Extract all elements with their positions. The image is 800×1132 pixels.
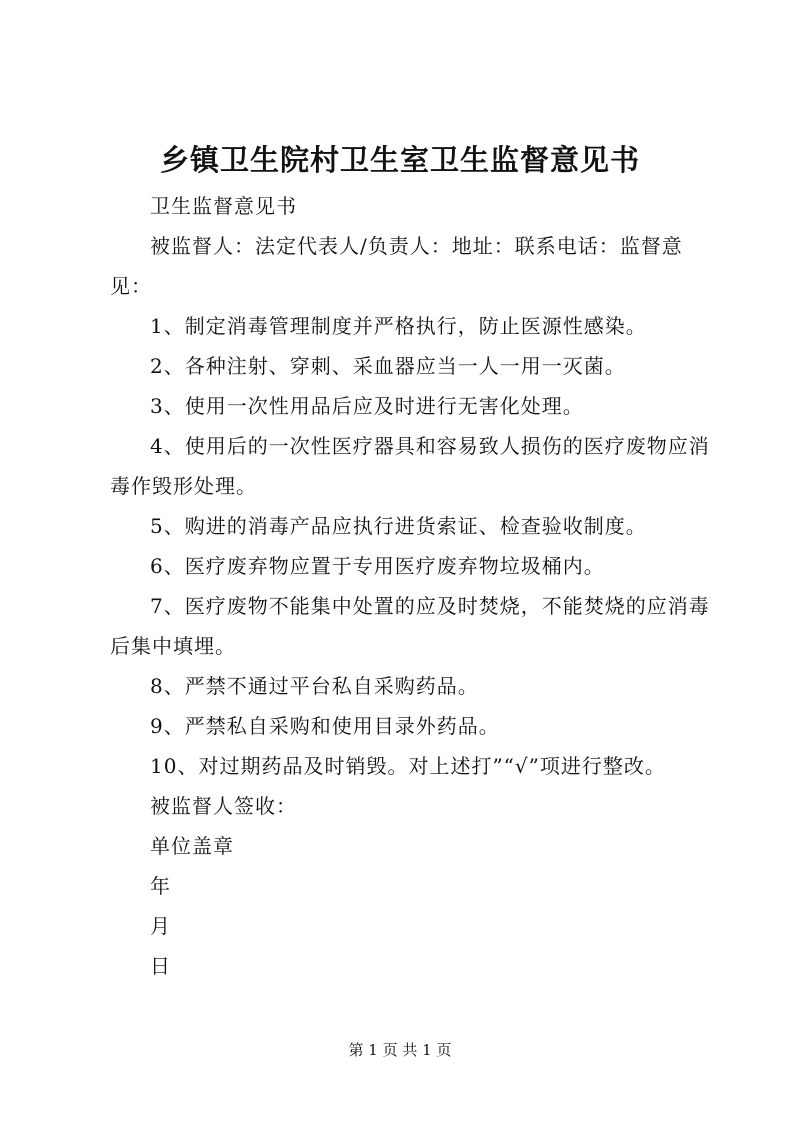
paragraph-item-4: 4、使用后的一次性医疗器具和容易致人损伤的医疗废物应消毒作毁形处理。 bbox=[110, 434, 710, 498]
paragraph-item-8: 8、严禁不通过平台私自采购药品。 bbox=[150, 674, 479, 698]
date-month: 月 bbox=[150, 914, 171, 938]
paragraph-item-10: 10、对过期药品及时销毁。对上述打”“√”项进行整改。 bbox=[150, 754, 666, 778]
paragraph-heading: 卫生监督意见书 bbox=[150, 194, 297, 218]
paragraph-item-9: 9、严禁私自采购和使用目录外药品。 bbox=[150, 714, 500, 738]
date-day: 日 bbox=[150, 954, 171, 978]
paragraph-item-3: 3、使用一次性用品后应及时进行无害化处理。 bbox=[150, 394, 584, 418]
signature-label: 被监督人签收： bbox=[150, 794, 297, 818]
page-footer: 第 1 页 共 1 页 bbox=[348, 1041, 452, 1059]
document-body bbox=[110, 186, 710, 986]
paragraph-item-5: 5、购进的消毒产品应执行进货索证、检查验收制度。 bbox=[150, 514, 647, 538]
document-title: 乡镇卫生院村卫生室卫生监督意见书 bbox=[159, 143, 640, 177]
paragraph-item-2: 2、各种注射、穿刺、采血器应当一人一用一灭菌。 bbox=[150, 354, 626, 378]
paragraph-item-7: 7、医疗废物不能集中处置的应及时焚烧，不能焚烧的应消毒后集中填埋。 bbox=[110, 594, 710, 658]
date-year: 年 bbox=[150, 874, 171, 898]
paragraph-party-info: 被监督人：法定代表人/负责人：地址：联系电话：监督意见： bbox=[110, 234, 683, 298]
paragraph-item-1: 1、制定消毒管理制度并严格执行，防止医源性感染。 bbox=[150, 314, 647, 338]
paragraph-item-6: 6、医疗废弃物应置于专用医疗废弃物垃圾桶内。 bbox=[150, 554, 605, 578]
seal-label: 单位盖章 bbox=[150, 834, 234, 858]
